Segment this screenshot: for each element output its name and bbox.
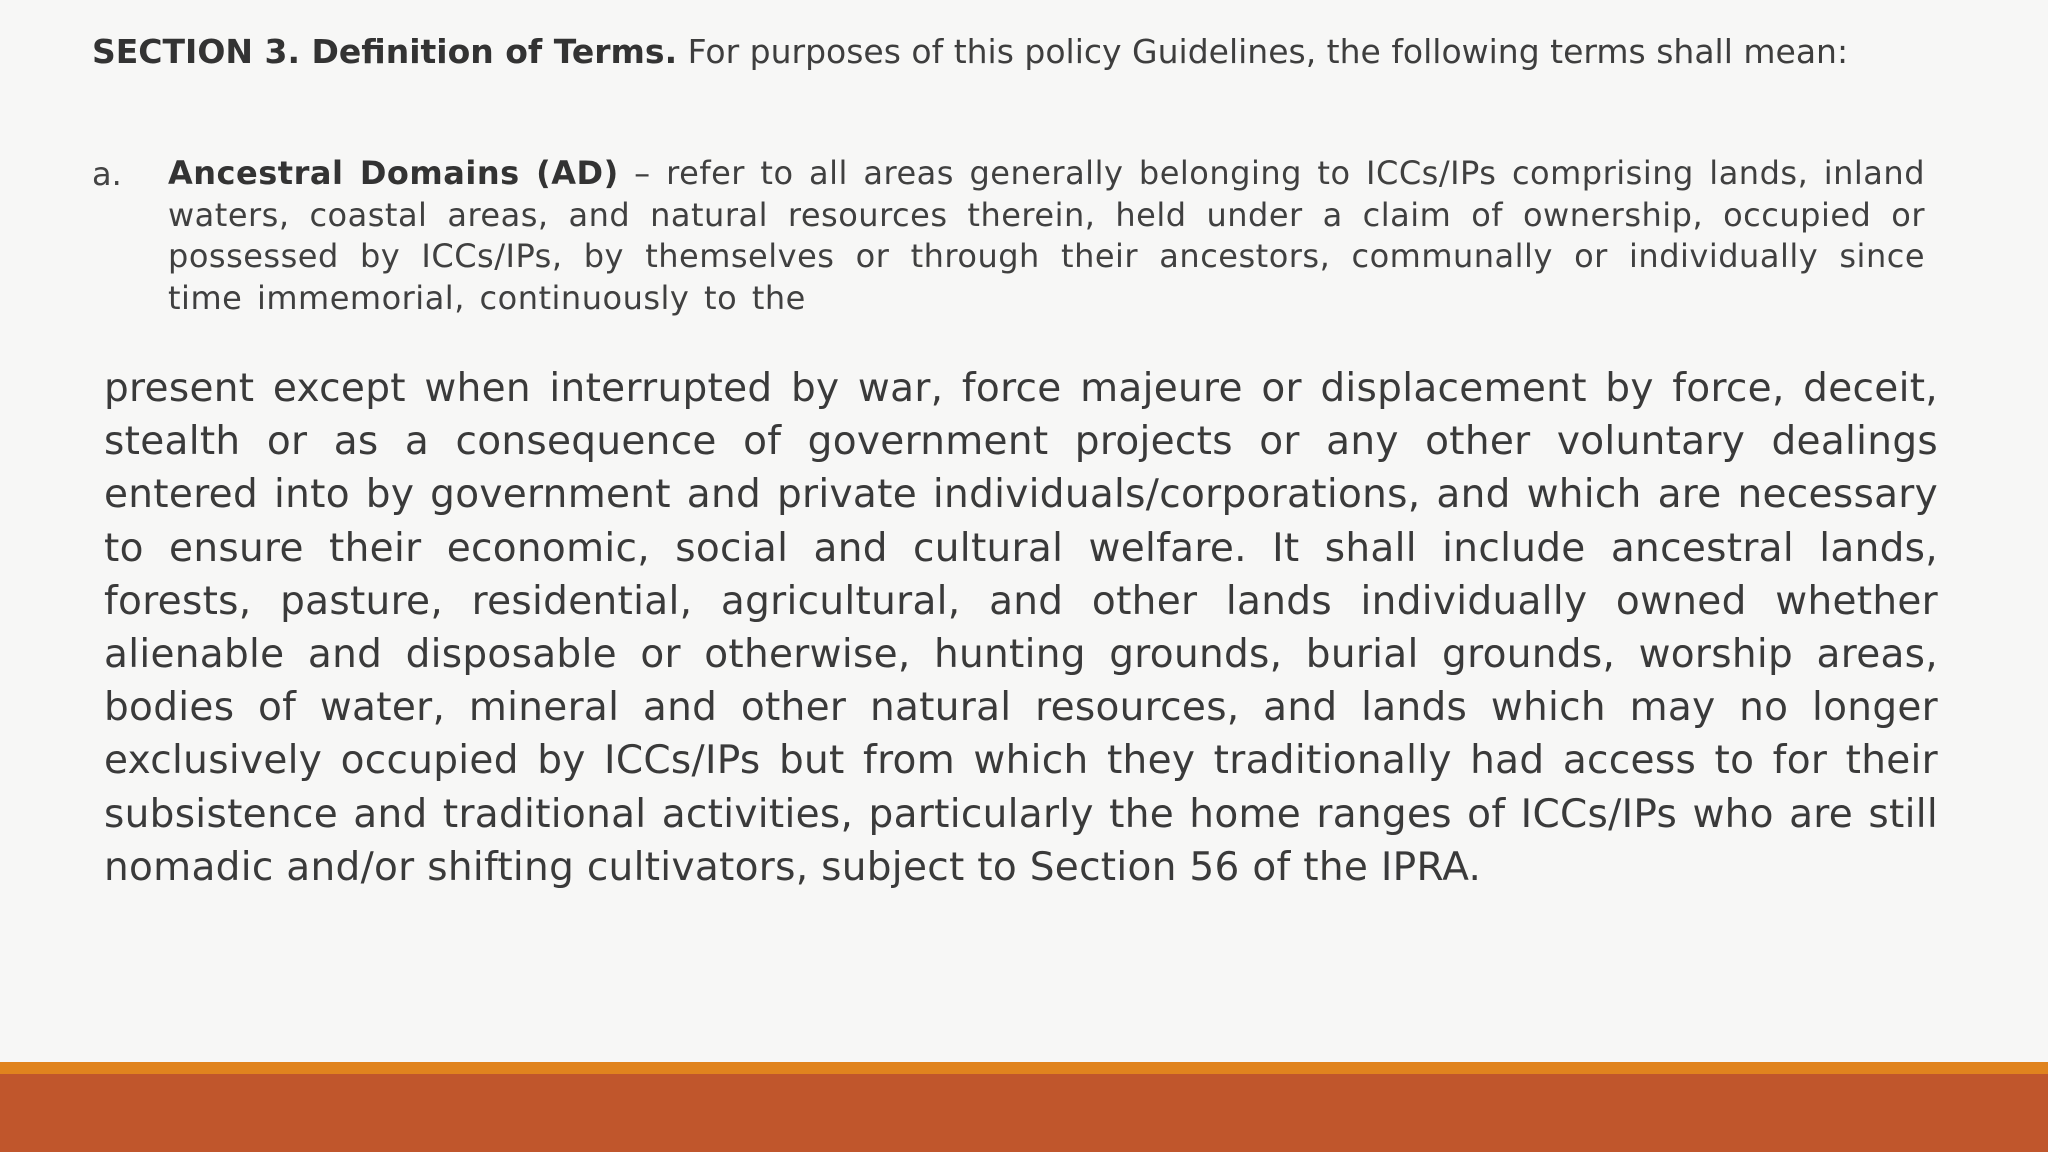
definition-ancestral-domains-continued: present except when interrupted by war, force majeure or displacement by force, deceit, stealth or as a consequence of government projects or any other voluntary dealings entered into by government and private individuals/corporations, and which are necessary to ensure their economic, social and cultural welfare. It shall include ancestral lands, forests, pasture, residential, agricultural, and other lands individually owned whether alienable and disposable or otherwise, hunting grounds, burial grounds, worship areas, bodies of water, mineral and other natural resources, and lands which may no longer exclusively occupied by ICCs/IPs but from which they traditionally had access to for their subsistence and traditional activities, particularly the home ranges of ICCs/IPs who are still nomadic and/or shifting cultivators, subject to Section 56 of the IPRA. — [104, 366, 1938, 890]
definition-ancestral-domains-top — [168, 153, 1925, 319]
footer-bar — [0, 1074, 2048, 1152]
list-marker-a: a. — [92, 155, 122, 193]
definition-text-top: – refer to all areas generally belonging to ICCs/IPs comprising lands, inland waters, coastal areas, and natural resources therein, held under a claim of ownership, occupied or possessed by ICCs/IPs, by themselves or through their ancestors, communally or individually since time immemorial, continuously to the — [168, 154, 1925, 317]
section-heading — [92, 30, 1927, 73]
term-ancestral-domains: Ancestral Domains (AD) — [168, 154, 619, 192]
footer-accent-stripe — [0, 1062, 2048, 1074]
section-heading-text: For purposes of this policy Guidelines, the following terms shall mean: — [677, 32, 1849, 71]
section-heading-label: SECTION 3. Definition of Terms. — [92, 32, 678, 71]
